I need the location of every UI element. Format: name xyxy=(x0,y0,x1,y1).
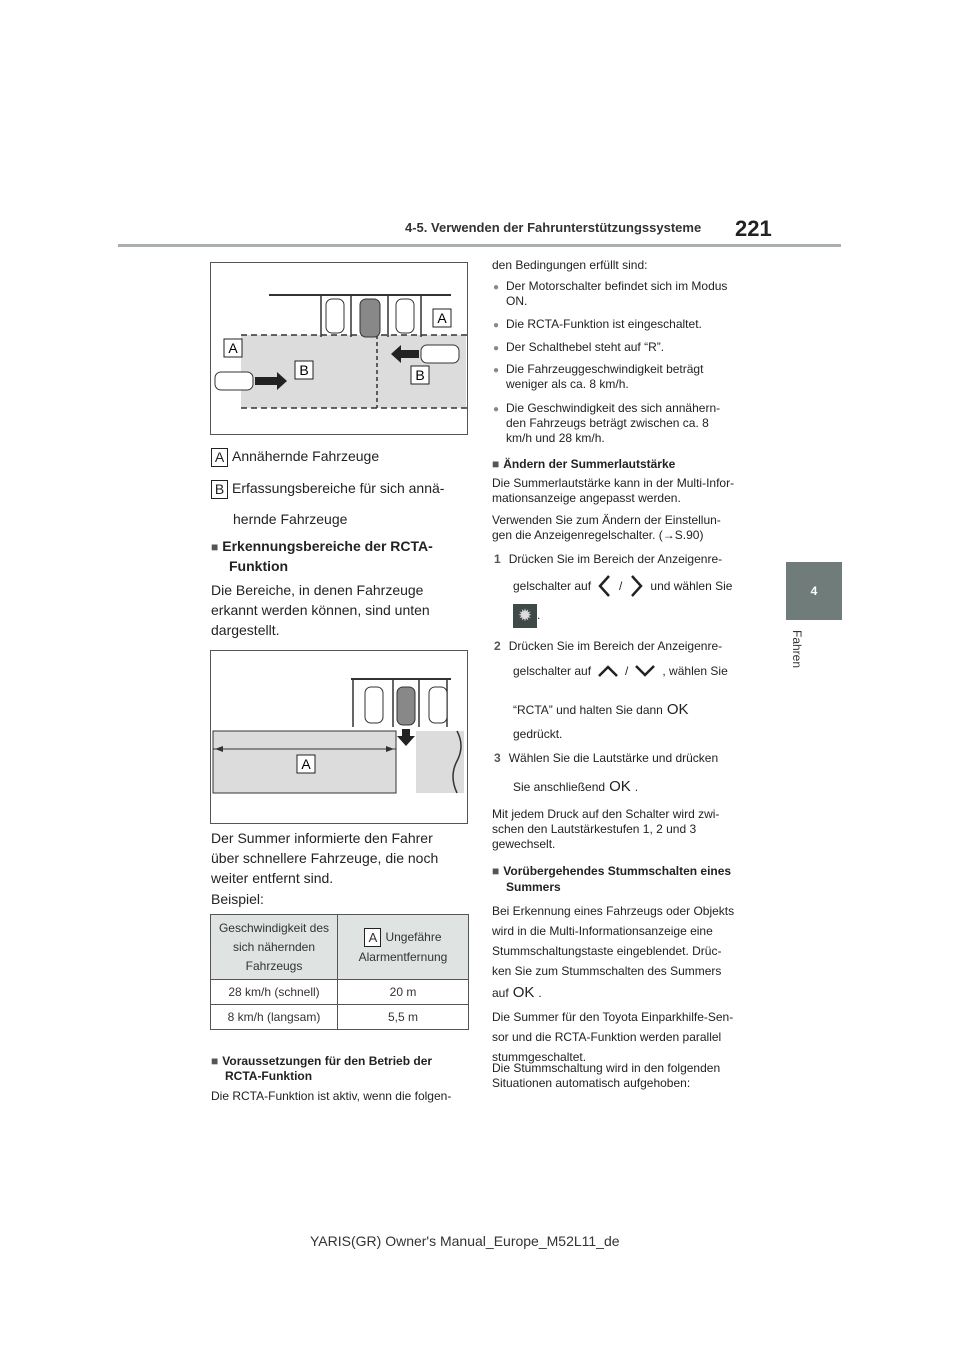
header-distance-line-1: Ungefähre xyxy=(385,929,442,944)
step2-text-b: , wählen Sie xyxy=(662,664,728,678)
heading-mute xyxy=(492,863,731,895)
header-mark-a: A xyxy=(364,928,381,947)
header-speed xyxy=(211,915,338,980)
heading-line-2: Funktion xyxy=(229,558,289,574)
para2-line-3: weiter entfernt sind. xyxy=(211,870,334,886)
step1-text-b: und wählen Sie xyxy=(650,579,733,593)
table-cell-distance: 5,5 m xyxy=(338,1005,469,1030)
label-b-right: B xyxy=(415,367,425,383)
step3-end: . xyxy=(634,780,639,794)
step1-line-1: Drücken Sie im Bereich der Anzeigenre- xyxy=(508,552,723,566)
para6-line-3: gewechselt. xyxy=(492,837,556,851)
approaching-car-left xyxy=(215,372,253,390)
heading2-line-2: RCTA-Funktion xyxy=(225,1069,313,1083)
para7-line-1: Bei Erkennung eines Fahrzeugs oder Objekts xyxy=(492,904,735,918)
bullet1-line-1: ● Der Motorschalter befindet sich im Modus xyxy=(506,279,728,293)
paragraph-parallel-mute xyxy=(492,1007,733,1067)
header-distance-line-2: Alarmentfernung xyxy=(358,950,448,965)
parking-diagram-1 xyxy=(211,263,467,434)
para6-line-2: schen den Lautstärkestufen 1, 2 und 3 xyxy=(492,822,697,836)
parked-car-2 xyxy=(396,299,414,333)
step2-separator: / xyxy=(625,664,629,678)
para7-line-4: ken Sie zum Stummschalten des Summers xyxy=(492,964,722,978)
bullet5-line-1: ● Die Geschwindigkeit des sich annähern- xyxy=(506,401,721,415)
parked-car-3 xyxy=(365,687,383,723)
heading-line-1: ■ Erkennungsbereiche der RCTA- xyxy=(211,537,433,557)
footer-manual-id: YARIS(GR) Owner's Manual_Europe_M52L11_de xyxy=(310,1233,620,1249)
step1-end: . xyxy=(537,608,541,623)
para8-line-2: sor und die RCTA-Funktion werden parallel xyxy=(492,1030,722,1044)
header-speed-line-2: sich nähernden xyxy=(232,939,316,954)
paragraph-levels xyxy=(492,807,719,852)
para2-line-1: Der Summer informierte den Fahrer xyxy=(211,830,433,846)
label-a-left: A xyxy=(228,340,238,356)
para6-line-1: Mit jedem Druck auf den Schalter wird zwi- xyxy=(492,807,720,821)
para9-line-2: Situationen automatisch aufgehoben: xyxy=(492,1076,691,1090)
step1-line-2 xyxy=(513,574,732,598)
paragraph-mute xyxy=(492,901,734,981)
chapter-label: Fahren xyxy=(790,630,804,669)
para7-line-2: wird in die Multi-Informationsanzeige eine xyxy=(492,924,713,938)
parked-car-4 xyxy=(429,687,447,723)
para5-line-1: Verwenden Sie zum Ändern der Einstellun- xyxy=(492,513,721,527)
step2-number: 2 xyxy=(494,639,501,653)
chevron-down-icon xyxy=(634,663,656,679)
bullet5-line-2: den Fahrzeugs beträgt zwischen ca. 8 xyxy=(506,416,709,430)
heading-buzzer-volume: ■ Ändern der Summerlautstärke xyxy=(492,457,675,471)
parked-car-1 xyxy=(326,299,344,333)
table-row xyxy=(211,980,469,1005)
table-header-row xyxy=(211,915,469,980)
bullet4-line-1: ● Die Fahrzeuggeschwindigkeit beträgt xyxy=(506,362,704,376)
section-title: 4-5. Verwenden der Fahrunterstützungssysteme xyxy=(405,220,702,235)
step3-text: Sie anschließend xyxy=(513,780,606,794)
label-a: A xyxy=(301,756,311,772)
step2-line-1: Drücken Sie im Bereich der Anzeigenre- xyxy=(508,639,723,653)
heading4-line-2: Summers xyxy=(506,880,561,894)
parking-diagram-2 xyxy=(211,651,467,823)
alarm-distance-table xyxy=(210,914,469,1030)
heading2-line-1: ■ Voraussetzungen für den Betrieb der xyxy=(211,1054,432,1069)
legend-text-b: Erfassungsbereiche für sich annä- xyxy=(232,480,445,496)
label-b-left: B xyxy=(299,362,309,378)
list-item xyxy=(506,401,720,446)
table-cell-speed: 28 km/h (schnell) xyxy=(211,980,338,1005)
bullet5-line-3: km/h und 28 km/h. xyxy=(506,431,605,445)
figure-detection-area xyxy=(210,650,468,824)
example-label: Beispiel: xyxy=(211,891,264,907)
heading-requirements xyxy=(211,1054,432,1084)
step3-line-2 xyxy=(513,778,638,795)
table-row xyxy=(211,1005,469,1030)
step1-number: 1 xyxy=(494,552,501,566)
paragraph-switches xyxy=(492,513,721,543)
chevron-left-icon xyxy=(597,574,613,598)
paragraph-volume xyxy=(492,476,734,506)
paragraph-requirements: Die RCTA-Funktion ist aktiv, wenn die folgen- xyxy=(211,1089,452,1103)
legend-mark-a: A xyxy=(211,448,228,467)
legend-a xyxy=(211,446,379,467)
step2-text-a: gelschalter auf xyxy=(513,664,592,678)
list-item xyxy=(506,340,664,355)
para5-line-2: gen die Anzeigenregelschalter. (→S.90) xyxy=(492,528,704,542)
step1-separator: / xyxy=(619,579,623,593)
header-rule xyxy=(118,244,841,247)
para7-pre: auf xyxy=(492,986,509,1000)
gear-icon: ✹ xyxy=(513,604,537,628)
para1-line-3: dargestellt. xyxy=(211,622,280,638)
own-car-2 xyxy=(397,687,415,725)
para1-line-2: erkannt werden können, sind unten xyxy=(211,602,430,618)
approaching-car-right xyxy=(421,345,459,363)
step-2 xyxy=(494,639,722,653)
para4-line-2: mationsanzeige angepasst werden. xyxy=(492,491,681,505)
step-3 xyxy=(494,751,718,765)
para9-line-1: Die Stummschaltung wird in den folgenden xyxy=(492,1061,721,1075)
step2-text-c: “RCTA” und halten Sie dann xyxy=(513,703,663,717)
chevron-up-icon xyxy=(597,663,619,679)
own-car xyxy=(360,299,380,337)
header-speed-line-1: Geschwindigkeit des xyxy=(218,920,330,935)
para7-line-3: Stummschaltungstaste eingeblendet. Drüc- xyxy=(492,944,722,958)
step1-line-3 xyxy=(513,604,540,628)
para8-line-1: Die Summer für den Toyota Einparkhilfe-Sen- xyxy=(492,1010,734,1024)
para8-line-3: stummgeschaltet. xyxy=(492,1050,587,1064)
para7-end: . xyxy=(538,986,542,1000)
paragraph-buzzer-info xyxy=(211,828,438,888)
legend-b xyxy=(211,478,444,499)
step3-number: 3 xyxy=(494,751,501,765)
step-1 xyxy=(494,552,722,566)
page-number: 221 xyxy=(735,216,772,241)
list-item xyxy=(506,317,702,332)
chevron-right-icon xyxy=(628,574,644,598)
step3-line-1: Wählen Sie die Lautstärke und drücken xyxy=(508,751,719,765)
bullet1-line-2: ON. xyxy=(506,294,528,308)
bullet2-line-1: ● Die RCTA-Funktion ist eingeschaltet. xyxy=(506,317,702,331)
bullet3-line-1: ● Der Schalthebel steht auf “R”. xyxy=(506,340,665,354)
para4-line-1: Die Summerlautstärke kann in der Multi-Infor- xyxy=(492,476,735,490)
figure-approaching-vehicles xyxy=(210,262,468,435)
intro-text: den Bedingungen erfüllt sind: xyxy=(492,258,648,272)
list-item xyxy=(506,279,727,309)
ok-button-icon: OK xyxy=(512,984,535,1001)
para7-line-5 xyxy=(492,984,542,1001)
ok-button-icon: OK xyxy=(609,778,631,795)
header-distance xyxy=(338,915,469,980)
header-speed-line-3: Fahrzeugs xyxy=(245,958,303,973)
legend-text-b2: hernde Fahrzeuge xyxy=(233,511,348,527)
heading4-line-1: ■ Vorübergehendes Stummschalten eines xyxy=(492,863,731,879)
step2-line-4: gedrückt. xyxy=(513,727,563,741)
paragraph-auto-cancel xyxy=(492,1061,720,1091)
legend-mark-b: B xyxy=(211,480,228,499)
table-cell-distance: 20 m xyxy=(338,980,469,1005)
step2-line-2 xyxy=(513,663,728,679)
table-cell-speed: 8 km/h (langsam) xyxy=(211,1005,338,1030)
legend-text-a: Annähernde Fahrzeuge xyxy=(232,448,380,464)
list-item xyxy=(506,362,703,392)
heading-detection-areas xyxy=(211,537,433,576)
para1-line-1: Die Bereiche, in denen Fahrzeuge xyxy=(211,582,424,598)
paragraph-areas xyxy=(211,580,430,640)
chapter-tab: 4 xyxy=(786,562,842,620)
label-a-right: A xyxy=(437,310,447,326)
step1-text-a: gelschalter auf xyxy=(513,579,592,593)
bullet4-line-2: weniger als ca. 8 km/h. xyxy=(506,377,629,391)
para2-line-2: über schnellere Fahrzeuge, die noch xyxy=(211,850,439,866)
step2-line-3 xyxy=(513,701,693,718)
ok-button-icon: OK xyxy=(666,701,689,718)
arrow-down-icon xyxy=(397,729,415,746)
